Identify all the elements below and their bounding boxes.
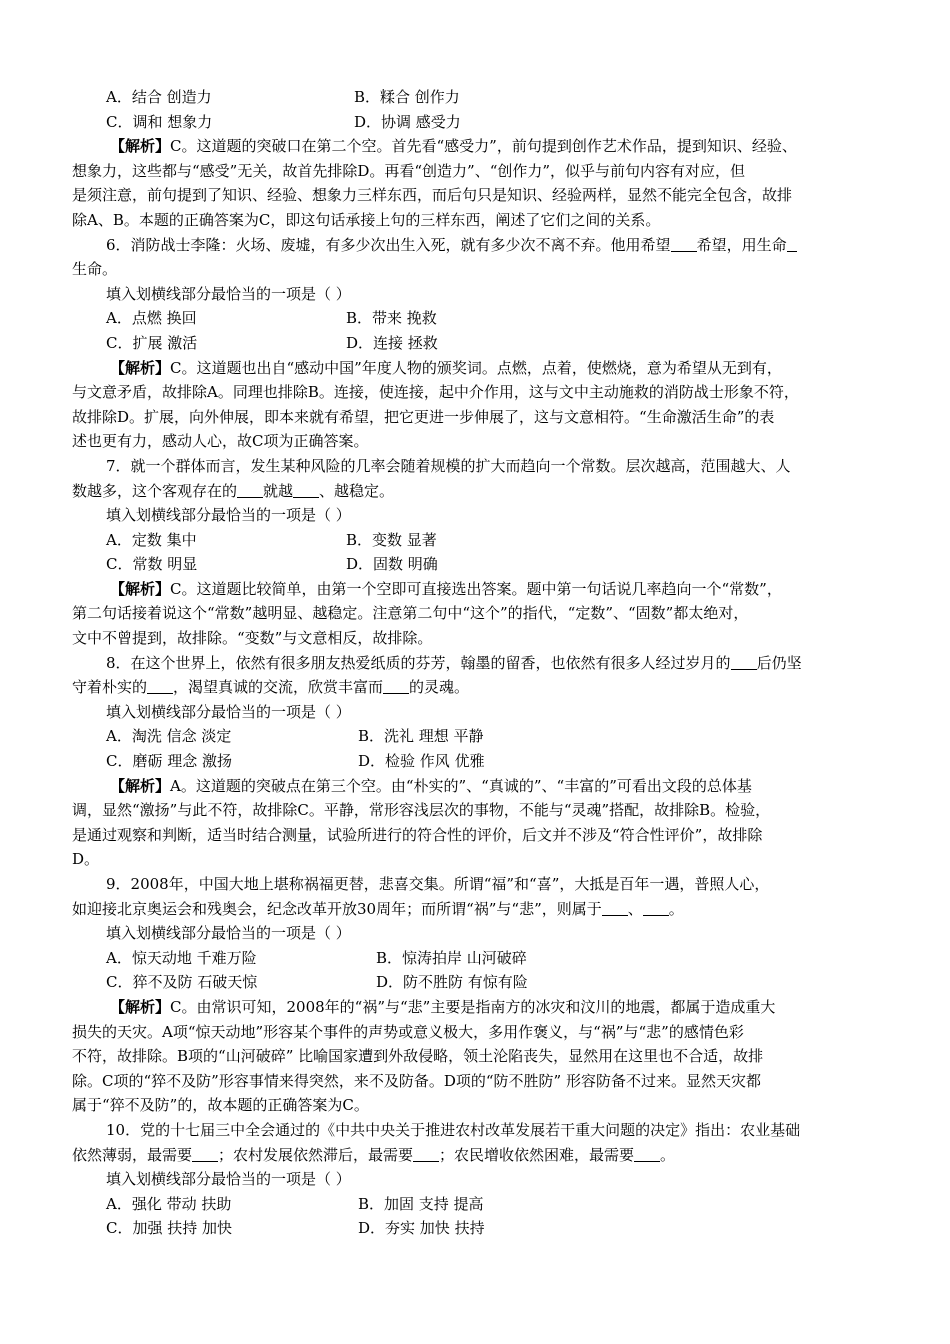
q7-stem-line-2	[72, 479, 880, 504]
q5-analysis-line-3: 是须注意，前句提到了知识、经验、想象力三样东西，而后句只是知识、经验两样，显然不能完全包含，故排	[72, 186, 793, 205]
q6-options-row-1	[72, 306, 880, 331]
q6-analysis-text-1: C。这道题也出自“感动中国”年度人物的颁奖词。点燃，点着，使燃烧，意为希望从无到有，	[170, 358, 782, 377]
q8-stem-text-2a: 守着朴实的	[72, 678, 148, 697]
q7-blank-2	[293, 483, 319, 498]
q5-option-d: D．协调 感受力	[354, 112, 461, 131]
q5-analysis-text-1: C。这道题的突破口在第二个空。首先看“感受力”，前句提到创作艺术作品，提到知识、经验、	[170, 137, 797, 156]
q8-analysis-text-1: A。这道题的突破点在第三个空。由“朴实的”、“真诚的”、“丰富的”可看出文段的总体基	[170, 776, 752, 795]
q8-stem-text-1b: 后仍坚	[756, 653, 802, 672]
q10-option-b: B．加固 支持 提高	[358, 1194, 484, 1213]
q7-analysis-label: 【解析】	[110, 579, 171, 598]
q8-analysis-label: 【解析】	[110, 776, 171, 795]
q5-option-c: C．调和 想象力	[106, 112, 213, 131]
q9-blank-1	[602, 901, 628, 916]
q6-stem-text-1: 6．消防战士李隆：火场、废墟，有多少次出生入死，就有多少次不离不弃。他用希望	[106, 235, 671, 254]
q7-analysis-line-3: 文中不曾提到，故排除。“变数”与文意相反，故排除。	[72, 629, 433, 648]
q6-analysis-label: 【解析】	[110, 358, 171, 377]
q9-analysis-line-5: 属于“猝不及防”的，故本题的正确答案为C。	[72, 1096, 369, 1115]
q9-options-row-2	[72, 970, 880, 995]
q9-analysis-line-1	[72, 995, 880, 1020]
q9-analysis-line-4: 除。C项的“猝不及防”形容事情来得突然，来不及防备。D项的“防不胜防” 形容防备不过来。显然天灾都	[72, 1071, 761, 1090]
q9-analysis-line-2: 损失的天灾。A项“惊天动地”形容某个事件的声势或意义极大，多用作褒义，与“祸”与“悲”的感情色彩	[72, 1022, 744, 1041]
q5-analysis-line-2: 想象力，这些都与“感受”无关，故首先排除D。再看“创造力”、“创作力”，似乎与前句内容有对应，但	[72, 161, 746, 180]
q5-analysis-label: 【解析】	[110, 137, 171, 156]
q7-analysis-text-1: C。这道题比较简单，由第一个空即可直接选出答案。题中第一句话说几率趋向一个“常数”，	[170, 579, 782, 598]
q8-blank-2	[147, 679, 173, 694]
q10-options-row-1	[72, 1192, 880, 1217]
q7-option-c: C．常数 明显	[106, 555, 198, 574]
q9-analysis-line-3: 不符，故排除。B项的“山河破碎” 比喻国家遭到外敌侵略，领土沦陷丧失，显然用在这里也不合适，故排	[72, 1047, 764, 1066]
q8-prompt: 填入划横线部分最恰当的一项是（ ）	[106, 702, 351, 721]
q9-stem-line-2	[72, 897, 880, 922]
q9-analysis-text-1: C。由常识可知，2008年的“祸”与“悲”主要是指南方的冰灾和汶川的地震，都属于造成重大	[170, 997, 776, 1016]
q8-blank-3	[383, 679, 409, 694]
q5-analysis-line-4: 除A、B。本题的正确答案为C，即这句话承接上句的三样东西，阐述了它们之间的关系。	[72, 210, 661, 229]
q9-options-row-1	[72, 946, 880, 971]
q10-stem-text-2b: ；农村发展依然滞后，最需要	[218, 1145, 414, 1164]
q6-analysis-line-4: 述也更有力，感动人心，故C项为正确答案。	[72, 432, 369, 451]
q10-blank-2	[413, 1147, 439, 1162]
q6-blank-2	[787, 237, 797, 252]
q10-option-c: C．加强 扶持 加快	[106, 1219, 233, 1238]
q7-option-a: A．定数 集中	[106, 530, 197, 549]
q7-stem-text-2a: 数越多，这个客观存在的	[72, 481, 238, 500]
q8-option-d: D．检验 作风 优雅	[358, 752, 485, 771]
q7-option-b: B．变数 显著	[346, 530, 437, 549]
q8-stem-text-1a: 8．在这个世界上，依然有很多朋友热爱纸质的芬芳，翰墨的留香，也依然有很多人经过岁月的	[106, 653, 731, 672]
q10-options-row-2	[72, 1216, 880, 1241]
q6-options-row-2	[72, 331, 880, 356]
q9-option-d: D．防不胜防 有惊有险	[376, 973, 528, 992]
q6-option-a: A．点燃 换回	[106, 309, 197, 328]
q9-stem-text-2b: 、	[627, 899, 643, 918]
q6-analysis-line-1	[72, 356, 880, 381]
q6-prompt: 填入划横线部分最恰当的一项是（ ）	[106, 284, 351, 303]
q6-blank-1	[671, 237, 697, 252]
q7-analysis-line-1	[72, 577, 880, 602]
q10-option-d: D．夯实 加快 扶持	[358, 1219, 485, 1238]
q9-option-c: C．猝不及防 石破天惊	[106, 973, 258, 992]
q5-analysis-line-1	[72, 134, 880, 159]
q7-analysis-line-2: 第二句话接着说这个“常数”越明显、越稳定。注意第二句中“这个”的指代，“定数”、“固数”都太绝对，	[72, 604, 749, 623]
q8-stem-text-2b: ，渴望真诚的交流，欣赏丰富而	[173, 678, 384, 697]
q9-prompt: 填入划横线部分最恰当的一项是（ ）	[106, 924, 351, 943]
q8-options-row-1	[72, 724, 880, 749]
q5-option-a: A．结合 创造力	[106, 88, 212, 106]
q7-prompt: 填入划横线部分最恰当的一项是（ ）	[106, 506, 351, 525]
q8-option-a: A．淘洗 信念 淡定	[106, 727, 232, 746]
q10-blank-1	[192, 1147, 218, 1162]
q8-stem-line-2	[72, 675, 880, 700]
q5-option-b: B．糅合 创作力	[354, 88, 460, 106]
q10-blank-3	[634, 1147, 660, 1162]
q10-stem-text-2a: 依然薄弱，最需要	[72, 1145, 193, 1164]
q6-option-b: B．带来 挽救	[346, 309, 437, 328]
q8-stem-text-2c: 的灵魂。	[409, 678, 470, 697]
q8-analysis-line-4: D。	[72, 850, 100, 869]
q10-option-a: A．强化 带动 扶助	[106, 1194, 232, 1213]
q10-stem-line-2	[72, 1143, 880, 1168]
q7-blank-1	[237, 483, 263, 498]
q8-analysis-line-1	[72, 774, 880, 799]
q7-options-row-2	[72, 552, 880, 577]
q7-option-d: D．固数 明确	[346, 555, 438, 574]
q9-blank-2	[643, 901, 669, 916]
q9-stem-text-2a: 如迎接北京奥运会和残奥会，纪念改革开放30周年；而所谓“祸”与“悲”，则属于	[72, 899, 602, 918]
q8-analysis-line-3: 是通过观察和判断，适当时结合测量，试验所进行的符合性的评价，后文并不涉及“符合性评价”，故排除	[72, 825, 763, 844]
q9-stem-line-1: 9．2008年，中国大地上堪称祸福更替，悲喜交集。所谓“福”和“喜”，大抵是百年一遇，普照人心，	[106, 875, 770, 893]
q8-option-c: C．磨砺 理念 激扬	[106, 752, 233, 771]
q5-options-row-1	[72, 85, 880, 110]
q8-blank-1	[731, 655, 757, 670]
q9-stem-text-2c: 。	[668, 899, 684, 918]
q9-option-a: A．惊天动地 千难万险	[106, 948, 257, 967]
q9-analysis-label: 【解析】	[110, 997, 171, 1016]
q10-stem-text-2d: 。	[660, 1145, 676, 1164]
q9-option-b: B．惊涛拍岸 山河破碎	[376, 948, 527, 967]
q7-options-row-1	[72, 528, 880, 553]
q7-stem-line-1: 7．就一个群体而言，发生某种风险的几率会随着规模的扩大而趋向一个常数。层次越高，范围越大、人	[106, 456, 791, 475]
q6-stem-line-1	[72, 233, 880, 258]
q8-option-b: B．洗礼 理想 平静	[358, 727, 484, 746]
q6-stem-text-1b: 希望，用生命	[696, 235, 787, 254]
q10-stem-line-1: 10．党的十七届三中全会通过的《中共中央关于推进农村改革发展若干重大问题的决定》指出：农业基础	[106, 1120, 801, 1139]
q6-option-c: C．扩展 激活	[106, 333, 198, 352]
q10-stem-text-2c: ；农民增收依然困难，最需要	[439, 1145, 635, 1164]
q5-options-row-2	[72, 110, 880, 135]
q8-stem-line-1	[72, 651, 880, 676]
q7-stem-text-2b: 就越	[263, 481, 294, 500]
q6-stem-line-2: 生命。	[72, 260, 118, 279]
q8-options-row-2	[72, 749, 880, 774]
q10-prompt: 填入划横线部分最恰当的一项是（ ）	[106, 1170, 351, 1189]
q7-stem-text-2c: 、越稳定。	[319, 481, 395, 500]
q6-analysis-line-2: 与文意矛盾，故排除A。同理也排除B。连接，使连接，起中介作用，这与文中主动施救的消防战士形象不符，	[72, 383, 799, 402]
q8-analysis-line-2: 调，显然“激扬”与此不符，故排除C。平静，常形容浅层次的事物，不能与“灵魂”搭配，故排除B。检验，	[72, 801, 771, 820]
q6-analysis-line-3: 故排除D。扩展，向外伸展，即本来就有希望，把它更进一步伸展了，这与文意相符。“生命激活生命”的表	[72, 407, 775, 426]
q6-option-d: D．连接 拯救	[346, 333, 438, 352]
